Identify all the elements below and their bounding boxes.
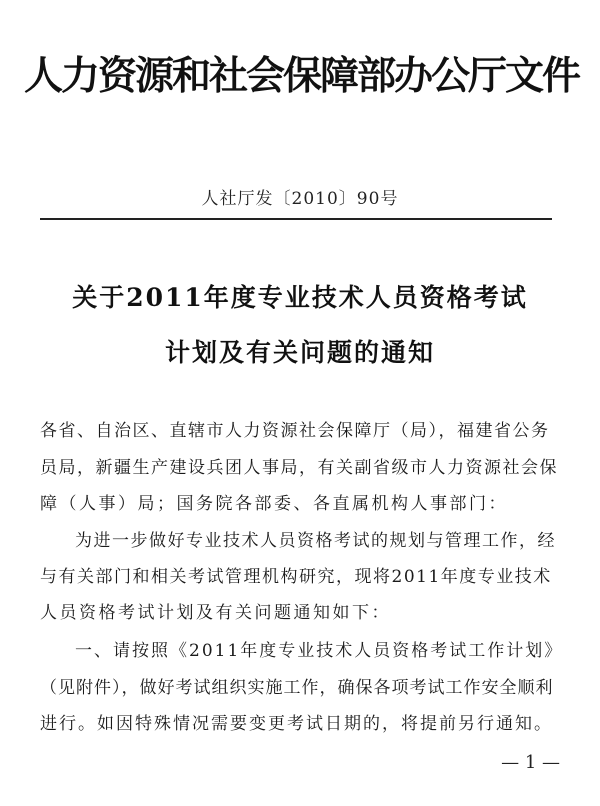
header-divider [40, 218, 552, 220]
body-paragraph-2-line-1: 一、请按照《2011年度专业技术人员资格考试工作计划》 [75, 641, 564, 661]
addressee-line-3: 障（人事）局；国务院各部委、各直属机构人事部门： [40, 494, 508, 514]
notice-title-line-2: 计划及有关问题的通知 [164, 338, 435, 367]
addressee-line-2: 员局，新疆生产建设兵团人事局，有关副省级市人力资源社会保 [40, 458, 558, 478]
issuing-office-header: 人力资源和社会保障部办公厅文件 [24, 53, 580, 99]
page-number: — 1 — [501, 752, 560, 773]
body-paragraph-1-line-2: 与有关部门和相关考试管理机构研究，现将2011年度专业技术 [40, 567, 552, 587]
body-paragraph-1-line-1: 为进一步做好专业技术人员资格考试的规划与管理工作，经 [75, 531, 556, 551]
addressee-line-1: 各省、自治区、直辖市人力资源社会保障厅（局），福建省公务 [40, 421, 550, 441]
notice-title-line-1: 关于2011年度专业技术人员资格考试 [72, 283, 528, 312]
document-number: 人社厅发〔2010〕90号 [201, 189, 399, 209]
body-paragraph-2-line-2: （见附件），做好考试组织实施工作，确保各项考试工作安全顺利 [40, 678, 554, 698]
body-paragraph-2-line-3: 进行。如因特殊情况需要变更考试日期的，将提前另行通知。 [40, 714, 553, 734]
body-paragraph-1-line-3: 人员资格考试计划及有关问题通知如下： [40, 603, 391, 623]
